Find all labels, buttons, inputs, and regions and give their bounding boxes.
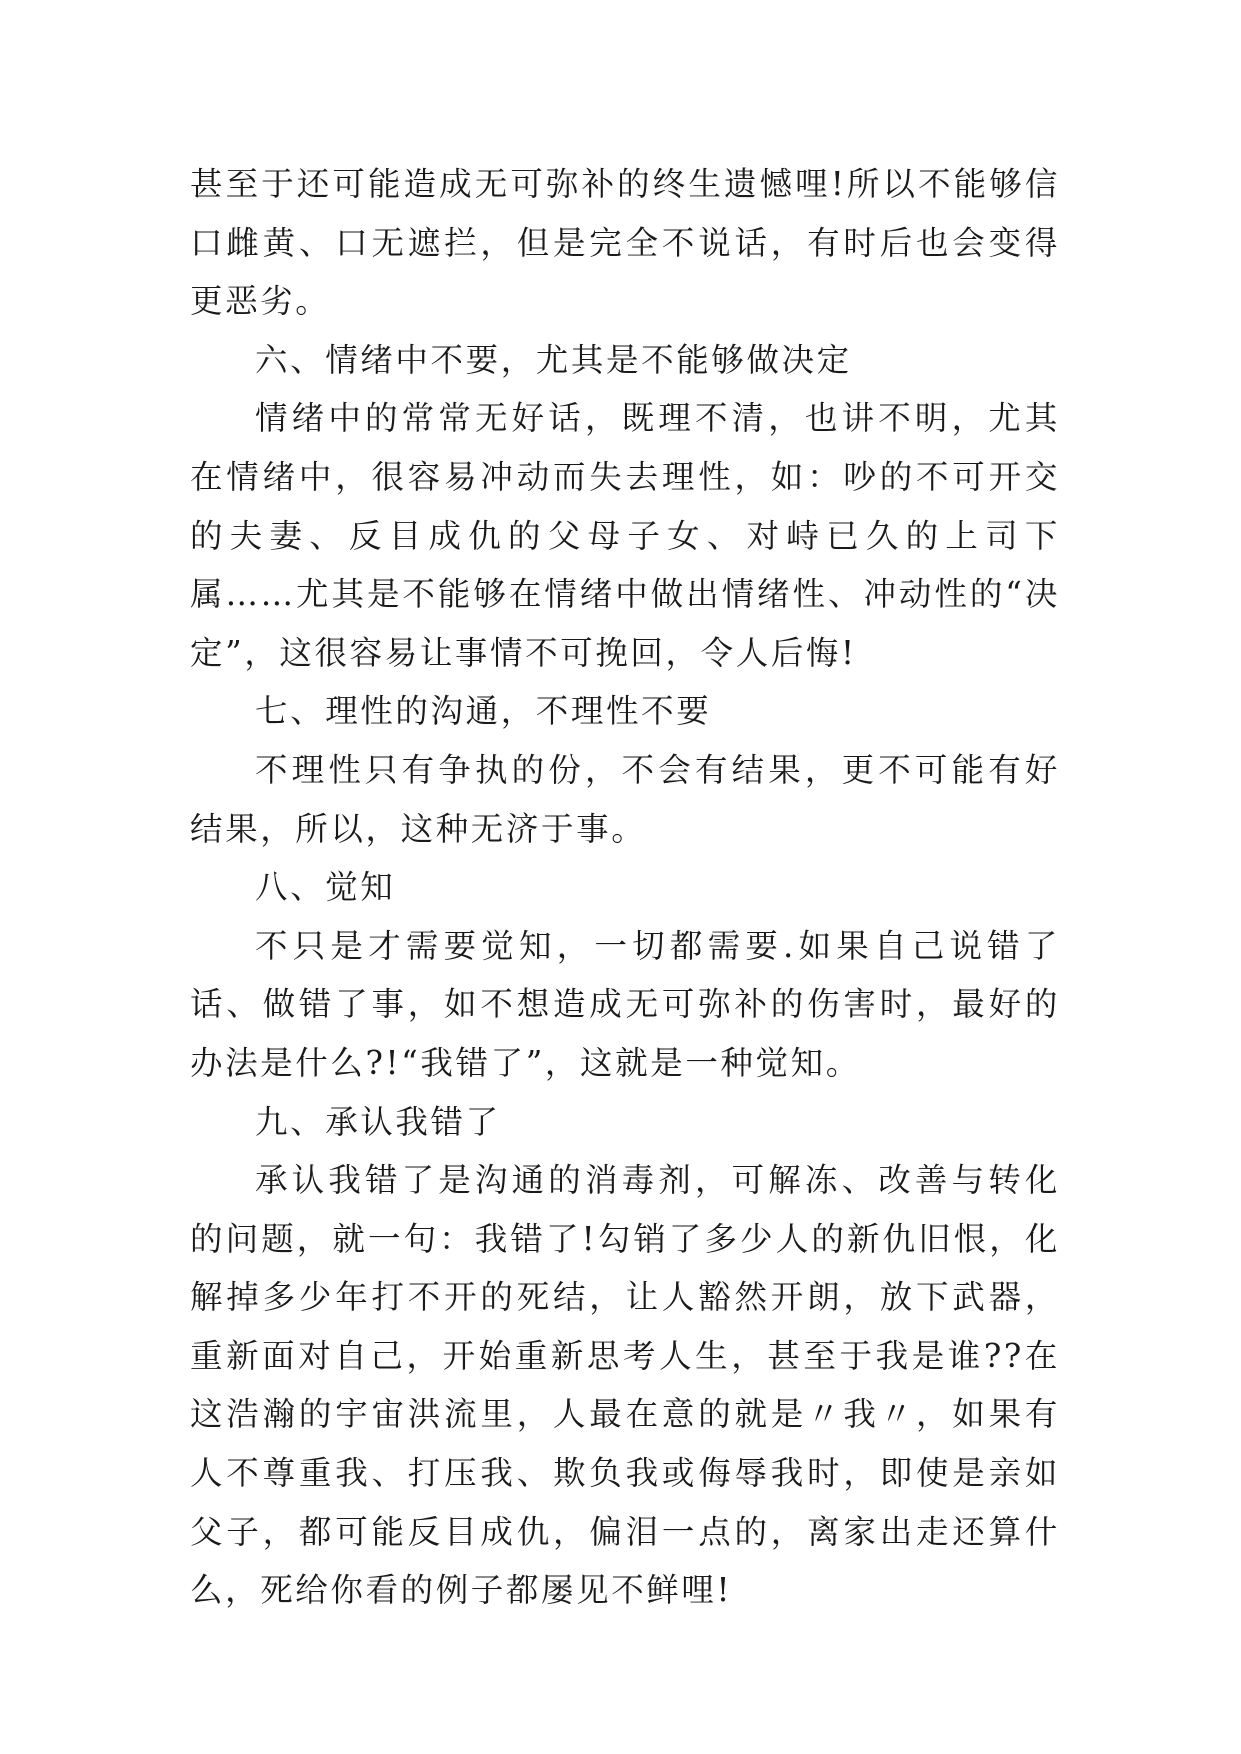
paragraph-section-8: 不只是才需要觉知，一切都需要.如果自己说错了话、做错了事，如不想造成无可弥补的伤害时，最好的办法是什么?!“我错了”，这就是一种觉知。 <box>190 926 1060 1082</box>
paragraph-section-6: 情绪中的常常无好话，既理不清，也讲不明，尤其在情绪中，很容易冲动而失去理性，如：吵的不可开交的夫妻、反目成仇的父母子女、对峙已久的上司下属……尤其是不能够在情绪中做出情绪性、冲动性的“决定”，这很容易让事情不可挽回，令人后悔! <box>190 399 1060 672</box>
paragraph-continuation: 甚至于还可能造成无可弥补的终生遗憾哩!所以不能够信口雌黄、口无遮拦，但是完全不说话，有时后也会变得更恶劣。 <box>190 165 1060 321</box>
paragraph-section-7: 不理性只有争执的份，不会有结果，更不可能有好结果，所以，这种无济于事。 <box>190 750 1060 848</box>
section-heading-9: 九、承认我错了 <box>255 1102 501 1141</box>
section-heading-7: 七、理性的沟通，不理性不要 <box>255 692 712 731</box>
section-heading-6: 六、情绪中不要，尤其是不能够做决定 <box>255 340 852 379</box>
document-body <box>190 155 1060 1620</box>
section-heading-8: 八、觉知 <box>255 868 396 907</box>
paragraph-section-9: 承认我错了是沟通的消毒剂，可解冻、改善与转化的问题，就一句：我错了!勾销了多少人的新仇旧恨，化解掉多少年打不开的死结，让人豁然开朗，放下武器，重新面对自己，开始重新思考人生，甚至于我是谁??在这浩瀚的宇宙洪流里，人最在意的就是〃我〃，如果有人不尊重我、打压我、欺负我或侮辱我时，即使是亲如父子，都可能反目成仇，偏泪一点的，离家出走还算什么，死给你看的例子都屡见不鲜哩! <box>190 1161 1060 1610</box>
